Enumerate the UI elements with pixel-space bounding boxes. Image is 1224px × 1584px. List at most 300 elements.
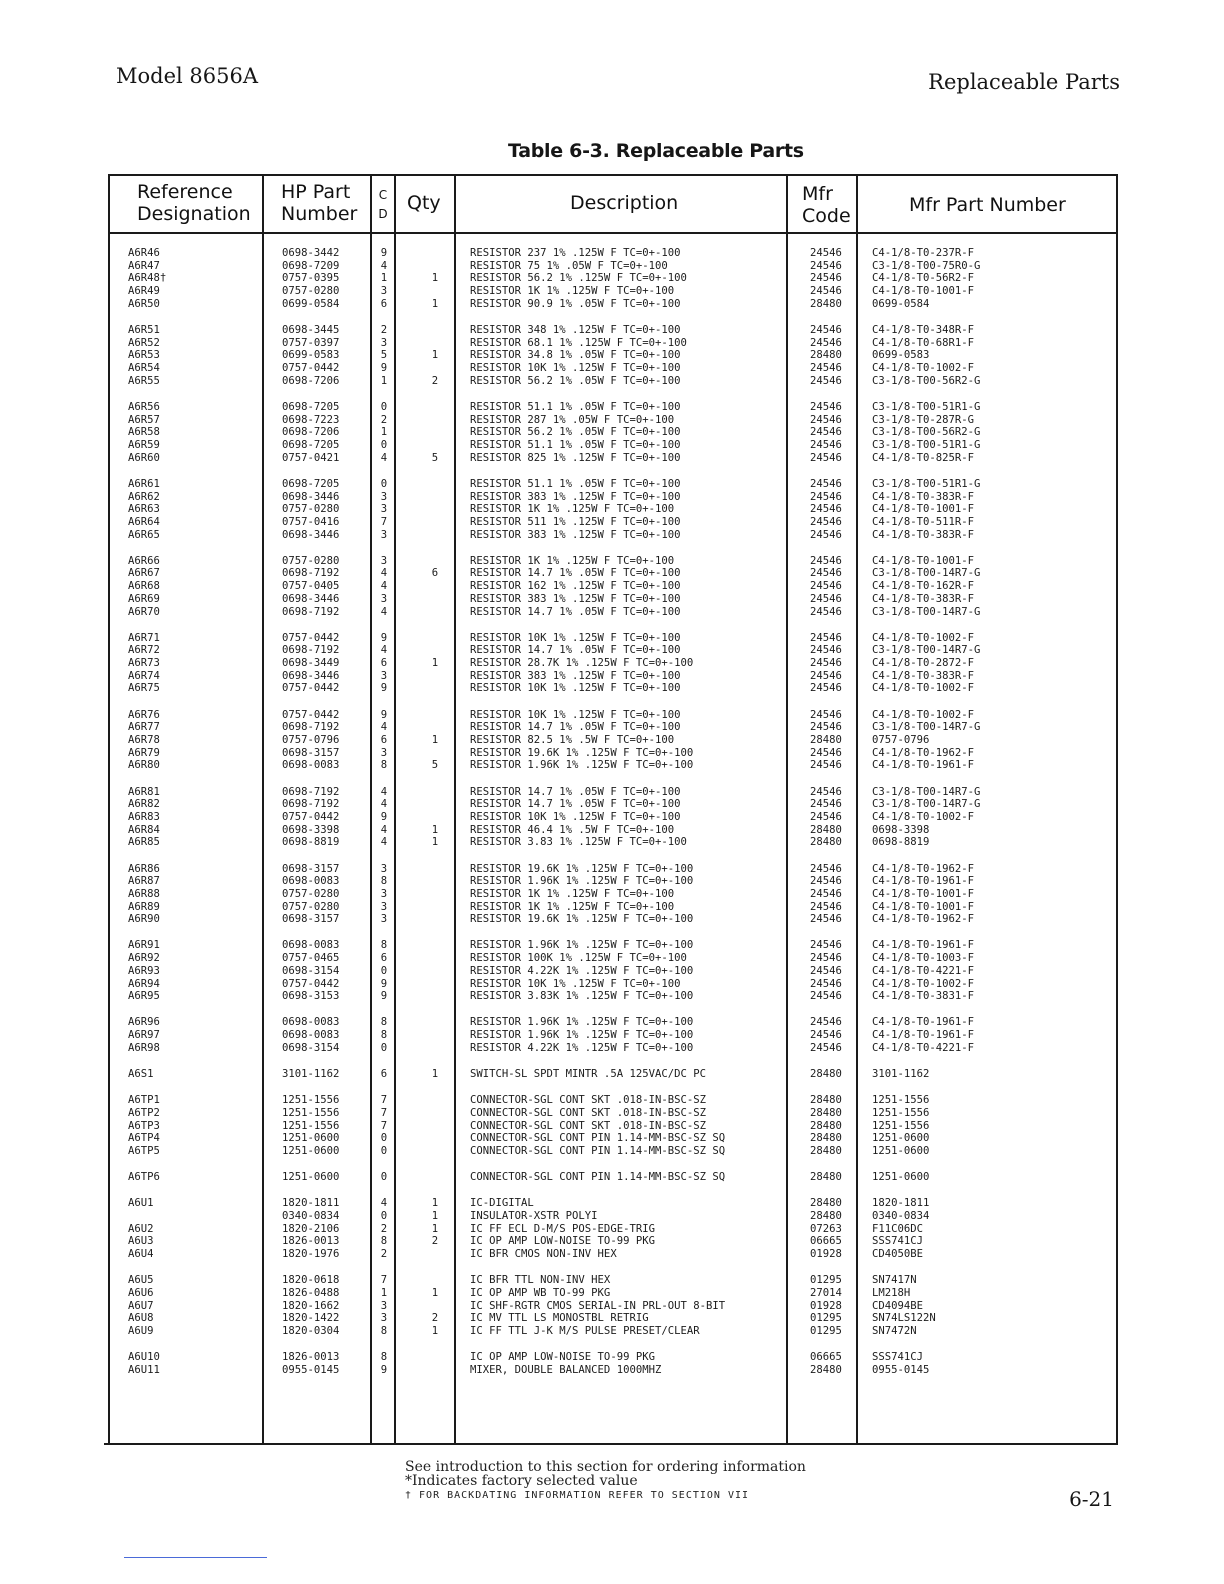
qty-cell: 2 <box>431 374 439 387</box>
hp-part-cell: 0757-0280 <box>282 554 340 567</box>
mfr-code-cell: 24546 <box>810 1029 842 1042</box>
mfr-part-cell: C4-1/8-T0-1001-F <box>872 554 975 567</box>
mfr-part-cell: C4-1/8-T0-1002-F <box>872 362 975 374</box>
description-cell: RESISTOR 14.7 1% .05W F TC=0+-100 <box>470 798 681 811</box>
mfr-code-cell: 24546 <box>810 759 842 772</box>
cd-cell: 3 <box>380 669 388 682</box>
row-group <box>0 1197 1224 1260</box>
qty-cell: 1 <box>431 823 439 836</box>
description-cell: RESISTOR 10K 1% .125W F TC=0+-100 <box>470 977 681 990</box>
mfr-code-cell: 01928 <box>810 1248 842 1260</box>
mfr-part-cell: 1251-1556 <box>872 1094 930 1107</box>
table-row <box>0 1197 1224 1210</box>
cd-cell: 1 <box>380 1286 388 1299</box>
hp-part-cell: 0698-7223 <box>282 413 340 426</box>
mfr-code-cell: 24546 <box>810 682 842 695</box>
mfr-code-cell: 28480 <box>810 1094 842 1107</box>
hp-part-cell: 0698-3442 <box>282 247 340 259</box>
ref-cell: A6R91 <box>128 939 160 952</box>
hp-part-cell: 0698-7192 <box>282 605 340 618</box>
hp-part-cell: 0698-7205 <box>282 477 340 490</box>
hp-part-cell: 0698-7206 <box>282 426 340 439</box>
mfr-part-cell: C3-1/8-T00-14R7-G <box>872 605 981 618</box>
mfr-code-cell: 24546 <box>810 657 842 670</box>
description-cell: RESISTOR 14.7 1% .05W F TC=0+-100 <box>470 605 681 618</box>
description-cell: RESISTOR 19.6K 1% .125W F TC=0+-100 <box>470 862 694 875</box>
mfr-part-cell: C4-1/8-T0-1002-F <box>872 977 975 990</box>
mfr-part-cell: C3-1/8-T00-14R7-G <box>872 785 981 798</box>
mfr-code-cell: 24546 <box>810 247 842 259</box>
ref-cell: A6R97 <box>128 1029 160 1042</box>
table-title: Table 6-3. Replaceable Parts <box>508 140 804 162</box>
mfr-part-cell: C4-1/8-T0-383R-F <box>872 528 975 541</box>
ref-cell: A6R70 <box>128 605 160 618</box>
mfr-code-cell: 24546 <box>810 580 842 593</box>
mfr-code-cell: 24546 <box>810 605 842 618</box>
table-row <box>0 1287 1224 1300</box>
description-cell: IC OP AMP LOW-NOISE TO-99 PKG <box>470 1351 655 1364</box>
row-group <box>0 324 1224 387</box>
description-cell: RESISTOR 34.8 1% .05W F TC=0+-100 <box>470 349 681 362</box>
table-row <box>0 1300 1224 1313</box>
ref-cell: A6R85 <box>128 836 160 849</box>
table-row <box>0 670 1224 683</box>
page-number: 6-21 <box>1069 1487 1114 1511</box>
description-cell: RESISTOR 383 1% .125W F TC=0+-100 <box>470 592 681 605</box>
hp-part-cell: 0698-3446 <box>282 592 340 605</box>
hp-part-cell: 0698-3157 <box>282 746 340 759</box>
col-cd-header <box>374 186 392 224</box>
mfr-code-cell: 24546 <box>810 477 842 490</box>
table-row <box>0 580 1224 593</box>
mfr-code-cell: 24546 <box>810 567 842 580</box>
ref-cell: A6TP5 <box>128 1144 160 1157</box>
ref-cell: A6R50 <box>128 297 160 310</box>
mfr-code-cell: 24546 <box>810 592 842 605</box>
ref-cell: A6U11 <box>128 1363 160 1376</box>
table-row <box>0 1042 1224 1055</box>
ref-cell: A6U6 <box>128 1286 154 1299</box>
cd-cell: 3 <box>380 503 388 516</box>
cd-cell: 0 <box>380 400 388 413</box>
mfr-code-cell: 28480 <box>810 1067 842 1080</box>
hp-part-cell: 1251-0600 <box>282 1171 340 1184</box>
ref-cell: A6R72 <box>128 644 160 657</box>
mfr-part-cell: C4-1/8-T0-4221-F <box>872 1041 975 1054</box>
hp-part-cell: 0698-7206 <box>282 374 340 387</box>
description-cell: RESISTOR 1.96K 1% .125W F TC=0+-100 <box>470 939 694 952</box>
mfr-code-cell: 24546 <box>810 721 842 734</box>
hp-part-cell: 0757-0442 <box>282 708 340 721</box>
hp-part-cell: 0699-0583 <box>282 349 340 362</box>
cd-cell: 2 <box>380 1248 388 1260</box>
qty-cell: 5 <box>431 451 439 464</box>
table-row <box>0 298 1224 311</box>
description-cell: RESISTOR 1K 1% .125W F TC=0+-100 <box>470 554 675 567</box>
ref-cell: A6S1 <box>128 1067 154 1080</box>
table-row <box>0 657 1224 670</box>
description-cell: CONNECTOR-SGL CONT SKT .018-IN-BSC-SZ <box>470 1106 706 1119</box>
row-group <box>0 478 1224 541</box>
hp-part-cell: 0698-0083 <box>282 759 340 772</box>
row-group <box>0 555 1224 618</box>
description-cell: RESISTOR 1K 1% .125W F TC=0+-100 <box>470 285 675 298</box>
mfr-part-cell: C4-1/8-T0-1001-F <box>872 900 975 913</box>
row-group <box>0 863 1224 926</box>
table-row <box>0 555 1224 568</box>
table-row <box>0 503 1224 516</box>
mfr-code-cell: 01295 <box>810 1324 842 1337</box>
cd-cell: 0 <box>380 438 388 451</box>
mfr-code-cell: 01928 <box>810 1299 842 1312</box>
table-row <box>0 478 1224 491</box>
mfr-code-cell: 24546 <box>810 285 842 298</box>
ref-cell: A6R49 <box>128 285 160 298</box>
hp-part-cell: 0757-0442 <box>282 631 340 644</box>
cd-cell: 1 <box>380 272 388 285</box>
mfr-part-cell: C3-1/8-T00-14R7-G <box>872 798 981 811</box>
cd-cell: 3 <box>380 887 388 900</box>
description-cell: SWITCH-SL SPDT MINTR .5A 125VAC/DC PC <box>470 1067 706 1080</box>
hp-part-cell: 1826-0488 <box>282 1286 340 1299</box>
ref-cell: A6R92 <box>128 952 160 965</box>
cd-cell: 9 <box>380 1363 388 1376</box>
hp-part-cell: 0757-0796 <box>282 734 340 746</box>
hp-part-cell: 0757-0442 <box>282 362 340 374</box>
hp-part-cell: 0698-7192 <box>282 798 340 811</box>
qty-cell: 1 <box>431 836 439 849</box>
mfr-part-cell: 0698-8819 <box>872 836 930 849</box>
mfr-part-cell: C3-1/8-T00-14R7-G <box>872 644 981 657</box>
hp-part-cell: 1826-0013 <box>282 1351 340 1364</box>
ref-cell: A6R59 <box>128 438 160 451</box>
hp-part-cell: 0340-0834 <box>282 1209 340 1222</box>
mfr-part-cell: C3-1/8-T00-56R2-G <box>872 426 981 439</box>
description-cell: RESISTOR 14.7 1% .05W F TC=0+-100 <box>470 721 681 734</box>
cd-cell: 9 <box>380 682 388 695</box>
ref-cell: A6R61 <box>128 477 160 490</box>
ref-cell: A6R47 <box>128 259 160 272</box>
mfr-part-cell: C4-1/8-T0-1962-F <box>872 913 975 926</box>
cd-cell: 6 <box>380 952 388 965</box>
description-cell: RESISTOR 10K 1% .125W F TC=0+-100 <box>470 682 681 695</box>
mfr-part-cell: C3-1/8-T00-51R1-G <box>872 400 981 413</box>
mfr-part-cell: SSS741CJ <box>872 1235 924 1248</box>
col-mfr-header: Mfr Part Number <box>909 194 1066 216</box>
hp-part-cell: 3101-1162 <box>282 1067 340 1080</box>
table-row <box>0 811 1224 824</box>
hp-part-cell: 1251-1556 <box>282 1119 340 1132</box>
description-cell: RESISTOR 14.7 1% .05W F TC=0+-100 <box>470 567 681 580</box>
qty-cell: 2 <box>431 1235 439 1248</box>
cd-cell: 3 <box>380 913 388 926</box>
hp-part-cell: 0698-3153 <box>282 990 340 1003</box>
mfr-code-cell: 24546 <box>810 323 842 336</box>
table-row <box>0 644 1224 657</box>
qty-cell: 1 <box>431 272 439 285</box>
cd-cell: 6 <box>380 657 388 670</box>
hp-part-cell: 0698-7192 <box>282 721 340 734</box>
hp-part-cell: 0955-0145 <box>282 1363 340 1376</box>
mfr-part-cell: C4-1/8-T0-1001-F <box>872 887 975 900</box>
hp-part-cell: 0698-0083 <box>282 1029 340 1042</box>
description-cell: RESISTOR 51.1 1% .05W F TC=0+-100 <box>470 400 681 413</box>
cd-cell: 1 <box>380 374 388 387</box>
ref-cell: A6R76 <box>128 708 160 721</box>
table-row <box>0 901 1224 914</box>
ref-cell: A6R54 <box>128 362 160 374</box>
mfr-part-cell: C4-1/8-T0-1001-F <box>872 503 975 516</box>
divider <box>124 1557 267 1558</box>
description-cell: RESISTOR 14.7 1% .05W F TC=0+-100 <box>470 785 681 798</box>
ref-cell: A6R46 <box>128 247 160 259</box>
mfr-part-cell: C4-1/8-T0-383R-F <box>872 490 975 503</box>
description-cell: RESISTOR 1.96K 1% .125W F TC=0+-100 <box>470 1016 694 1029</box>
table-row <box>0 721 1224 734</box>
mfr-code-cell: 24546 <box>810 259 842 272</box>
hp-part-cell: 0757-0442 <box>282 810 340 823</box>
mfr-part-cell: CD4094BE <box>872 1299 924 1312</box>
mfr-part-cell: 0699-0583 <box>872 349 930 362</box>
col-qty-header: Qty <box>407 192 441 214</box>
ref-cell: A6R79 <box>128 746 160 759</box>
ref-cell: A6R55 <box>128 374 160 387</box>
ref-cell: A6R77 <box>128 721 160 734</box>
ref-cell: A6R63 <box>128 503 160 516</box>
table-row <box>0 1312 1224 1325</box>
hp-part-cell: 0698-3157 <box>282 913 340 926</box>
ref-cell: A6R95 <box>128 990 160 1003</box>
description-cell: RESISTOR 511 1% .125W F TC=0+-100 <box>470 515 681 528</box>
mfr-part-cell: C3-1/8-T00-14R7-G <box>872 721 981 734</box>
cd-cell: 4 <box>380 823 388 836</box>
hp-part-cell: 1820-1811 <box>282 1197 340 1210</box>
cd-cell: 4 <box>380 567 388 580</box>
ref-cell: A6R83 <box>128 810 160 823</box>
qty-cell: 6 <box>431 567 439 580</box>
mfr-part-cell: 1251-0600 <box>872 1171 930 1184</box>
col-code-line1: Mfr <box>802 183 833 205</box>
cd-cell: 8 <box>380 1324 388 1337</box>
hp-part-cell: 0757-0280 <box>282 503 340 516</box>
table-row <box>0 978 1224 991</box>
mfr-code-cell: 07263 <box>810 1222 842 1235</box>
row-group <box>0 1068 1224 1081</box>
table-row <box>0 759 1224 772</box>
hp-part-cell: 1251-1556 <box>282 1094 340 1107</box>
cd-cell: 4 <box>380 1197 388 1210</box>
cd-cell: 3 <box>380 900 388 913</box>
mfr-part-cell: 1251-1556 <box>872 1119 930 1132</box>
table-row <box>0 285 1224 298</box>
mfr-code-cell: 24546 <box>810 785 842 798</box>
table-row <box>0 824 1224 837</box>
table-row <box>0 875 1224 888</box>
mfr-part-cell: C4-1/8-T0-68R1-F <box>872 336 975 349</box>
mfr-code-cell: 24546 <box>810 451 842 464</box>
mfr-part-cell: C4-1/8-T0-4221-F <box>872 964 975 977</box>
mfr-code-cell: 24546 <box>810 528 842 541</box>
mfr-part-cell: C4-1/8-T0-348R-F <box>872 323 975 336</box>
cd-cell: 7 <box>380 1274 388 1287</box>
table-row <box>0 990 1224 1003</box>
ref-cell: A6R67 <box>128 567 160 580</box>
table-row <box>0 375 1224 388</box>
ref-cell: A6R56 <box>128 400 160 413</box>
ref-cell: A6TP3 <box>128 1119 160 1132</box>
description-cell: CONNECTOR-SGL CONT SKT .018-IN-BSC-SZ <box>470 1094 706 1107</box>
mfr-code-cell: 28480 <box>810 1119 842 1132</box>
mfr-code-cell: 24546 <box>810 900 842 913</box>
cd-cell: 8 <box>380 939 388 952</box>
ref-cell: A6R73 <box>128 657 160 670</box>
cd-cell: 4 <box>380 721 388 734</box>
ref-cell: A6R71 <box>128 631 160 644</box>
description-cell: RESISTOR 1K 1% .125W F TC=0+-100 <box>470 503 675 516</box>
mfr-code-cell: 28480 <box>810 1209 842 1222</box>
ref-cell: A6U3 <box>128 1235 154 1248</box>
description-cell: RESISTOR 348 1% .125W F TC=0+-100 <box>470 323 681 336</box>
parts-table-body <box>0 247 1224 1390</box>
mfr-part-cell: C4-1/8-T0-1002-F <box>872 682 975 695</box>
cd-cell: 4 <box>380 605 388 618</box>
cd-cell: 3 <box>380 1299 388 1312</box>
hp-part-cell: 1251-0600 <box>282 1144 340 1157</box>
mfr-code-cell: 24546 <box>810 1041 842 1054</box>
mfr-part-cell: C4-1/8-T0-162R-F <box>872 580 975 593</box>
cd-cell: 8 <box>380 1029 388 1042</box>
mfr-part-cell: 1251-1556 <box>872 1106 930 1119</box>
ref-cell: A6TP4 <box>128 1132 160 1145</box>
mfr-part-cell: C3-1/8-T00-51R1-G <box>872 438 981 451</box>
mfr-part-cell: C3-1/8-T00-75R0-G <box>872 259 981 272</box>
description-cell: RESISTOR 51.1 1% .05W F TC=0+-100 <box>470 438 681 451</box>
hp-part-cell: 0698-3154 <box>282 964 340 977</box>
table-row <box>0 247 1224 260</box>
hp-part-cell: 1820-1976 <box>282 1248 340 1260</box>
hp-part-cell: 0757-0395 <box>282 272 340 285</box>
mfr-part-cell: 1251-0600 <box>872 1132 930 1145</box>
ref-cell: A6U1 <box>128 1197 154 1210</box>
ref-cell: A6R62 <box>128 490 160 503</box>
qty-cell: 1 <box>431 1067 439 1080</box>
mfr-part-cell: C3-1/8-T00-51R1-G <box>872 477 981 490</box>
cd-cell: 3 <box>380 285 388 298</box>
hp-part-cell: 0757-0280 <box>282 285 340 298</box>
mfr-part-cell: C4-1/8-T0-2872-F <box>872 657 975 670</box>
qty-cell: 1 <box>431 734 439 746</box>
table-row <box>0 491 1224 504</box>
header-model: Model 8656A <box>116 64 259 88</box>
mfr-code-cell: 28480 <box>810 734 842 746</box>
mfr-code-cell: 27014 <box>810 1286 842 1299</box>
description-cell: RESISTOR 383 1% .125W F TC=0+-100 <box>470 490 681 503</box>
mfr-code-cell: 28480 <box>810 297 842 310</box>
description-cell: RESISTOR 1.96K 1% .125W F TC=0+-100 <box>470 875 694 888</box>
hp-part-cell: 0698-3398 <box>282 823 340 836</box>
hp-part-cell: 0698-7205 <box>282 438 340 451</box>
cd-cell: 4 <box>380 580 388 593</box>
description-cell: RESISTOR 10K 1% .125W F TC=0+-100 <box>470 810 681 823</box>
hp-part-cell: 0757-0280 <box>282 900 340 913</box>
mfr-part-cell: 1251-0600 <box>872 1144 930 1157</box>
ref-cell: A6U2 <box>128 1222 154 1235</box>
description-cell: CONNECTOR-SGL CONT SKT .018-IN-BSC-SZ <box>470 1119 706 1132</box>
table-row <box>0 836 1224 849</box>
table-row <box>0 516 1224 529</box>
header-section: Replaceable Parts <box>928 70 1120 94</box>
description-cell: RESISTOR 1K 1% .125W F TC=0+-100 <box>470 887 675 900</box>
mfr-code-cell: 24546 <box>810 669 842 682</box>
mfr-part-cell: C4-1/8-T0-825R-F <box>872 451 975 464</box>
mfr-part-cell: C4-1/8-T0-1002-F <box>872 708 975 721</box>
mfr-code-cell: 24546 <box>810 990 842 1003</box>
description-cell: IC OP AMP WB TO-99 PKG <box>470 1286 611 1299</box>
description-cell: RESISTOR 56.2 1% .05W F TC=0+-100 <box>470 426 681 439</box>
mfr-code-cell: 28480 <box>810 1363 842 1376</box>
mfr-part-cell: C4-1/8-T0-1961-F <box>872 939 975 952</box>
hp-part-cell: 0698-0083 <box>282 1016 340 1029</box>
mfr-code-cell: 24546 <box>810 887 842 900</box>
description-cell: RESISTOR 383 1% .125W F TC=0+-100 <box>470 528 681 541</box>
cd-cell: 0 <box>380 1171 388 1184</box>
cd-cell: 4 <box>380 785 388 798</box>
hp-part-cell: 0698-7192 <box>282 785 340 798</box>
description-cell: RESISTOR 100K 1% .125W F TC=0+-100 <box>470 952 687 965</box>
description-cell: RESISTOR 68.1 1% .125W F TC=0+-100 <box>470 336 687 349</box>
table-row <box>0 1364 1224 1377</box>
mfr-code-cell: 28480 <box>810 1132 842 1145</box>
table-row <box>0 1171 1224 1184</box>
mfr-code-cell: 24546 <box>810 490 842 503</box>
mfr-part-cell: C4-1/8-T0-1962-F <box>872 862 975 875</box>
cd-cell: 3 <box>380 336 388 349</box>
table-row <box>0 349 1224 362</box>
ref-cell: A6U8 <box>128 1312 154 1325</box>
ref-cell: A6R96 <box>128 1016 160 1029</box>
description-cell: RESISTOR 1K 1% .125W F TC=0+-100 <box>470 900 675 913</box>
ref-cell: A6R87 <box>128 875 160 888</box>
description-cell: IC-DIGITAL <box>470 1197 534 1210</box>
col-cd-line1: C <box>378 188 388 202</box>
description-cell: RESISTOR 90.9 1% .05W F TC=0+-100 <box>470 297 681 310</box>
qty-cell: 2 <box>431 1312 439 1325</box>
ref-cell: A6U4 <box>128 1248 154 1260</box>
table-row <box>0 606 1224 619</box>
mfr-part-cell: C4-1/8-T0-1961-F <box>872 759 975 772</box>
hp-part-cell: 0698-0083 <box>282 939 340 952</box>
mfr-part-cell: C4-1/8-T0-1001-F <box>872 285 975 298</box>
mfr-code-cell: 06665 <box>810 1235 842 1248</box>
mfr-code-cell: 24546 <box>810 875 842 888</box>
cd-cell: 9 <box>380 362 388 374</box>
mfr-part-cell: C3-1/8-T0-287R-G <box>872 413 975 426</box>
col-code-header <box>802 183 851 227</box>
mfr-part-cell: SSS741CJ <box>872 1351 924 1364</box>
cd-cell: 0 <box>380 477 388 490</box>
mfr-part-cell: LM218H <box>872 1286 911 1299</box>
ref-cell: A6R53 <box>128 349 160 362</box>
row-group <box>0 247 1224 310</box>
ref-cell: A6R48† <box>128 272 167 285</box>
ref-cell: A6R75 <box>128 682 160 695</box>
hp-part-cell: 0698-0083 <box>282 875 340 888</box>
ref-cell: A6R82 <box>128 798 160 811</box>
mfr-code-cell: 24546 <box>810 400 842 413</box>
table-row <box>0 1325 1224 1338</box>
cd-cell: 8 <box>380 1351 388 1364</box>
table-row <box>0 1120 1224 1133</box>
